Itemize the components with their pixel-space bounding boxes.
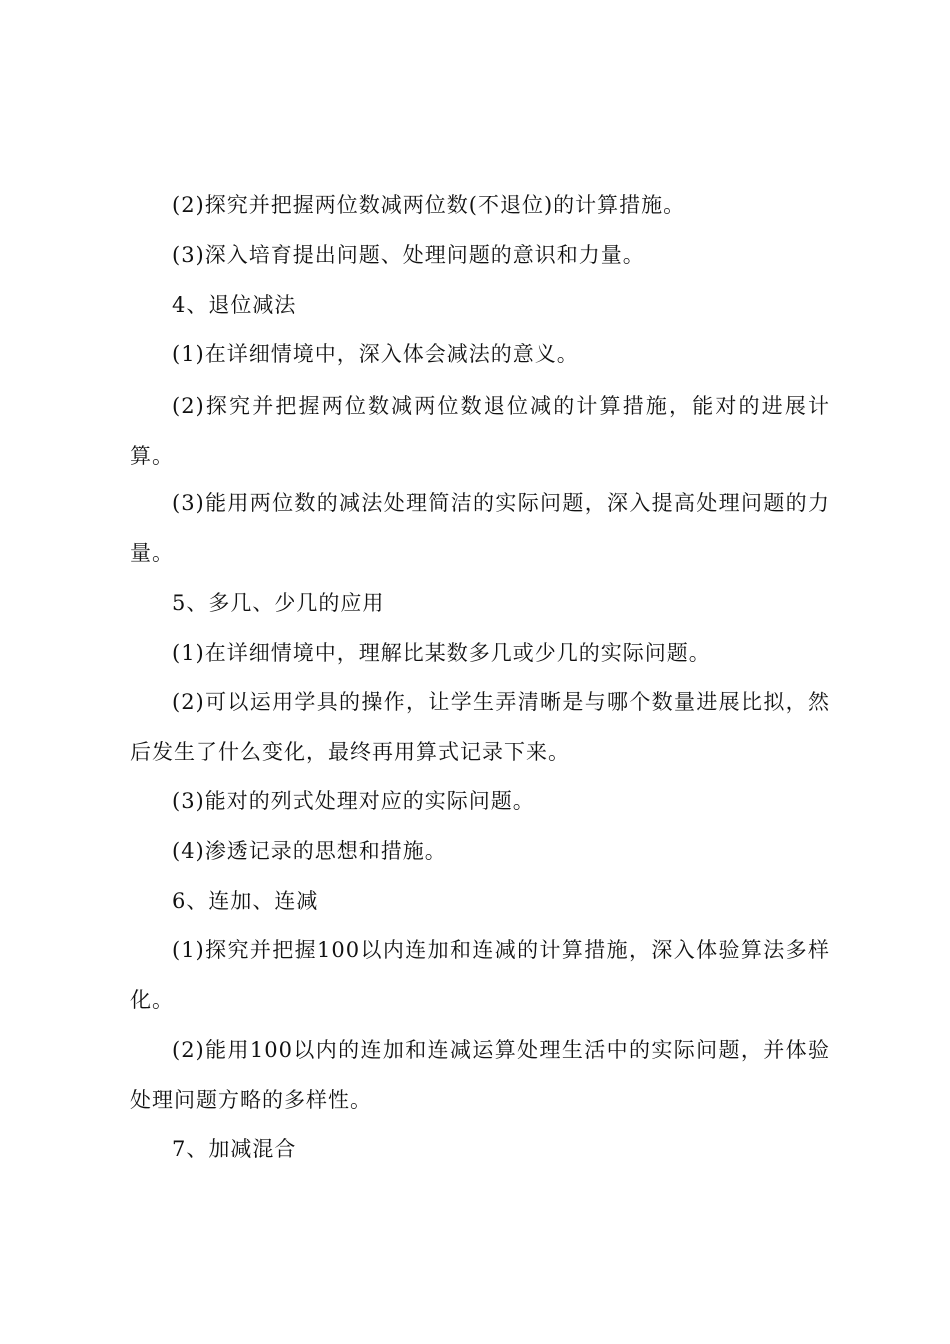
paragraph-6: (1)在详细情境中，理解比某数多几或少几的实际问题。 (172, 641, 711, 665)
section-heading-4: 4、退位减法 (172, 293, 297, 317)
paragraph-4: (2)探究并把握两位数减两位数退位减的计算措施，能对的进展计算。 (130, 394, 830, 468)
paragraph-10: (1)探究并把握100以内连加和连减的计算措施，深入体验算法多样化。 (130, 938, 830, 1012)
paragraph-8: (3)能对的列式处理对应的实际问题。 (172, 789, 535, 813)
paragraph-7: (2)可以运用学具的操作，让学生弄清晰是与哪个数量进展比拟，然后发生了什么变化，最终再用算式记录下来。 (130, 690, 830, 764)
paragraph-2: (3)深入培育提出问题、处理问题的意识和力量。 (172, 243, 645, 267)
section-heading-5: 5、多几、少几的应用 (172, 591, 385, 615)
section-heading-7: 7、加减混合 (172, 1137, 297, 1161)
paragraph-5: (3)能用两位数的减法处理简洁的实际问题，深入提高处理问题的力量。 (130, 491, 830, 565)
paragraph-9: (4)渗透记录的思想和措施。 (172, 839, 447, 863)
section-heading-6: 6、连加、连减 (172, 889, 319, 913)
paragraph-11: (2)能用100以内的连加和连减运算处理生活中的实际问题，并体验处理问题方略的多样性。 (130, 1038, 830, 1112)
paragraph-3: (1)在详细情境中，深入体会减法的意义。 (172, 342, 579, 366)
paragraph-1: (2)探究并把握两位数减两位数(不退位)的计算措施。 (172, 193, 686, 217)
